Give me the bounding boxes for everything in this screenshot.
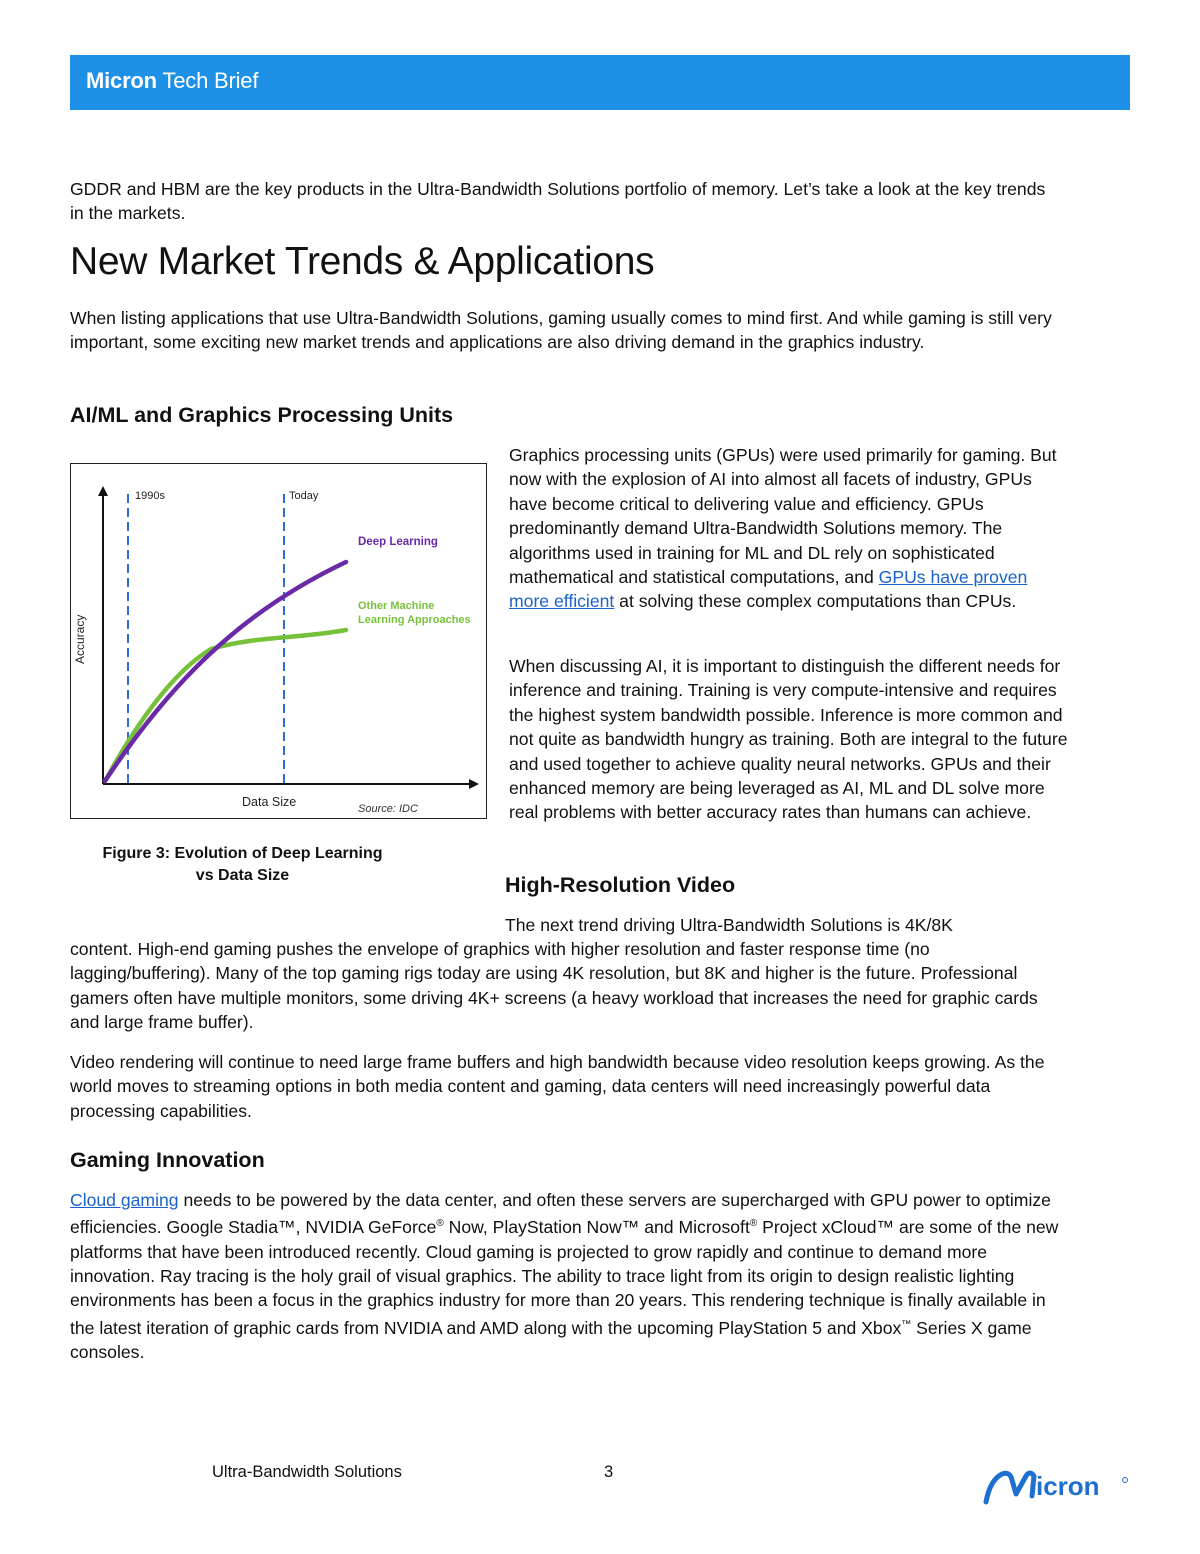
header-brand: Micron [86, 68, 157, 93]
series-label-deep-learning: Deep Learning [358, 536, 438, 548]
video-paragraph-1: content. High-end gaming pushes the envelope of graphics with higher resolution and faster response time (no lagging/buffering). Many of the top gaming rigs today are using 4K resolution, but 8K and higher is the future. Professional gamers often have multiple monitors, some driving 4K+ screens (a heavy workload that increases the need for graphic cards and large frame buffer). [70, 939, 1038, 1033]
series-label-other-ml-1: Other Machine [358, 600, 435, 612]
cloud-gaming-link[interactable]: Cloud gaming [70, 1190, 179, 1210]
aiml-heading: AI/ML and Graphics Processing Units [70, 403, 454, 427]
chart-svg [71, 464, 485, 817]
marker-label-today: Today [289, 490, 319, 502]
aiml-paragraph-1 [509, 443, 1069, 614]
registered-mark: ® [749, 1218, 758, 1230]
gaming-text-1: needs to be powered by the data center, and often these servers are supercharged with GPU power to optimize efficiencies. Google Stadia™, NVIDIA GeForce [70, 1190, 1051, 1238]
aiml-p1-text: Graphics processing units (GPUs) were used primarily for gaming. But now with the explosion of AI into almost all facets of industry, GPUs have become critical to delivering value and efficiency. GPUs predominantly demand Ultra-Bandwidth Solutions memory. The algorithms used in training for ML and DL rely on sophisticated mathematical and statistical computations, and [509, 445, 1057, 588]
aiml-paragraph-2: When discussing AI, it is important to distinguish the different needs for inference and training. Training is very compute-intensive and requires the highest system bandwidth possible. Inference is more common and not quite as bandwidth hungry as training. Both are integral to the future and used together to achieve quality neural networks. GPUs and their enhanced memory are being leveraged as AI, ML and DL solve more real problems with better accuracy rates than humans can achieve. [509, 656, 1068, 823]
series-label-other-ml-2: Learning Approaches [358, 614, 471, 626]
gpus-efficient-link[interactable]: GPUs have proven more efficient [509, 567, 1028, 612]
header-title [86, 68, 258, 94]
micron-logo-svg [980, 1466, 1130, 1506]
figure-chart [70, 463, 487, 819]
gaming-text-2: Now, PlayStation Now™ and Microsoft [443, 1217, 750, 1238]
logo-m-mark [986, 1473, 1034, 1502]
x-axis-label: Data Size [242, 795, 297, 809]
series-deep-learning-line [105, 562, 346, 781]
figure-caption-line-2: vs Data Size [195, 867, 290, 884]
header-label: Tech Brief [162, 68, 259, 93]
footer-page-number: 3 [604, 1463, 614, 1481]
y-axis-label: Accuracy [73, 614, 87, 664]
micron-logo [980, 1466, 1130, 1511]
gaming-text-3: Project xCloud™ are some of the new platforms that have been introduced recently. Cloud gaming is projected to grow rapidly and continue to demand more innovation. Ray tracing is the holy grail of visual graphics. The ability to trace light from its origin to design realistic lighting environments has been a focus in the graphics industry for more than 20 years. This rendering technique is finally available in the latest iteration of graphic cards from NVIDIA and AMD along with the upcoming PlayStation 5 and Xbox [70, 1217, 1059, 1338]
video-paragraph-1-first-line: The next trend driving Ultra-Bandwidth Solutions is 4K/8K [505, 915, 953, 935]
x-axis-arrow [469, 779, 479, 789]
logo-wordmark: icron [1036, 1471, 1100, 1501]
gaming-text-4: Series X game consoles. [70, 1317, 1032, 1363]
figure-caption [70, 843, 415, 887]
footer-doc-title: Ultra-Bandwidth Solutions [212, 1463, 402, 1481]
gaming-paragraph [70, 1188, 1060, 1365]
intro-paragraph: GDDR and HBM are the key products in the Ultra-Bandwidth Solutions portfolio of memory. Let’s take a look at the key trends in the markets. [70, 179, 1046, 224]
figure-caption-line-1: Figure 3: Evolution of Deep Learning [102, 845, 383, 862]
section-title: New Market Trends & Applications [70, 240, 655, 283]
logo-registered-icon [1123, 1478, 1128, 1483]
section-intro-paragraph: When listing applications that use Ultra-Bandwidth Solutions, gaming usually comes to mind first. And while gaming is still very important, some exciting new market trends and applications are also driving demand in the graphics industry. [70, 308, 1052, 353]
marker-label-1990s: 1990s [135, 490, 165, 502]
video-paragraph-2: Video rendering will continue to need large frame buffers and high bandwidth because video resolution keeps growing. As the world moves to streaming options in both media content and gaming, data centers will need increasingly powerful data processing capabilities. [70, 1052, 1045, 1121]
header-bar [70, 55, 1130, 110]
aiml-p1-text-end: at solving these complex computations than CPUs. [614, 591, 1017, 612]
chart-source: Source: IDC [358, 803, 418, 815]
video-heading: High-Resolution Video [505, 873, 736, 897]
series-other-ml-line [105, 630, 346, 781]
trademark-mark: ™ [901, 1318, 912, 1330]
registered-mark: ® [436, 1218, 444, 1230]
y-axis-arrow [98, 486, 108, 496]
gaming-heading: Gaming Innovation [70, 1148, 265, 1172]
